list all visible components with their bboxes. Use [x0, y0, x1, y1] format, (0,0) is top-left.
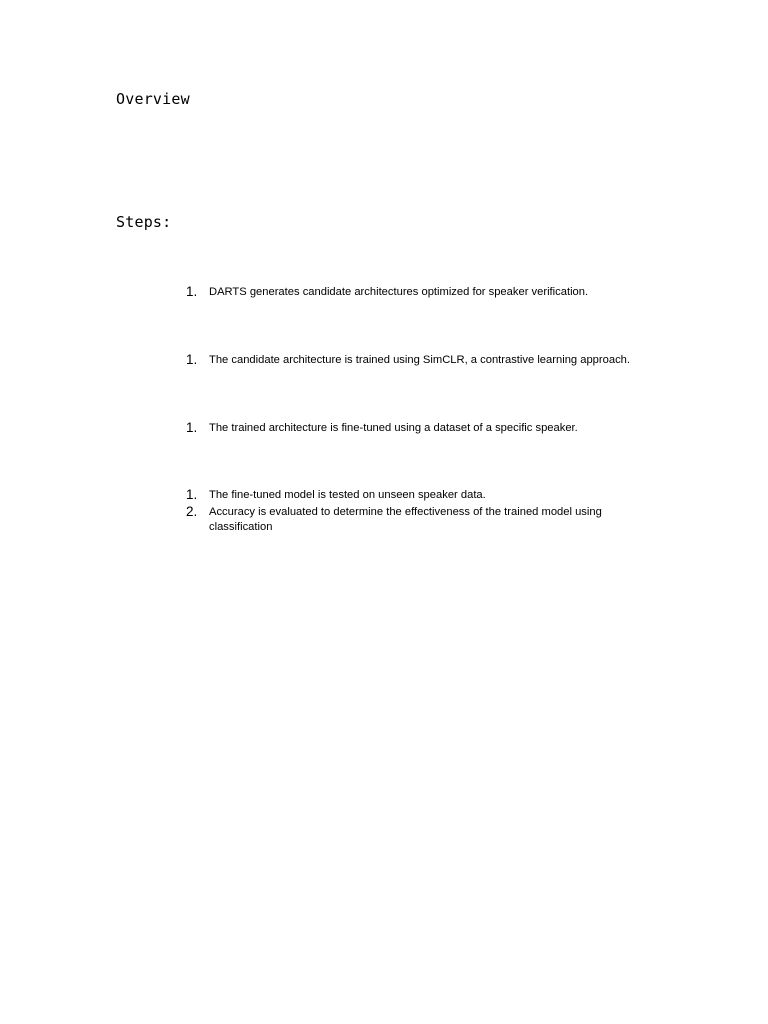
step-text: The candidate architecture is trained using SimCLR, a contrastive learning approach.: [209, 354, 631, 366]
step-text: Accuracy is evaluated to determine the effectiveness of the trained model using classification: [209, 506, 602, 533]
list-item: [186, 504, 666, 535]
step-text: The trained architecture is fine-tuned using a dataset of a specific speaker.: [209, 422, 578, 434]
step-group-3: [186, 420, 666, 437]
steps-heading: Steps:: [116, 213, 172, 231]
step-number: 1.: [186, 352, 198, 367]
step-number: 1.: [186, 284, 198, 299]
step-group-4: [186, 487, 666, 536]
step-text: The fine-tuned model is tested on unseen speaker data.: [209, 489, 486, 501]
step-group-2: [186, 352, 666, 369]
overview-heading: Overview: [116, 90, 190, 108]
step-text: DARTS generates candidate architectures optimized for speaker verification.: [209, 286, 589, 298]
step-number: 1.: [186, 487, 198, 502]
step-group-1: [186, 284, 666, 301]
list-item: [186, 420, 666, 436]
step-number: 1.: [186, 420, 198, 435]
step-number: 2.: [186, 504, 198, 519]
list-item: [186, 352, 666, 368]
list-item: [186, 284, 666, 300]
list-item: [186, 487, 666, 503]
